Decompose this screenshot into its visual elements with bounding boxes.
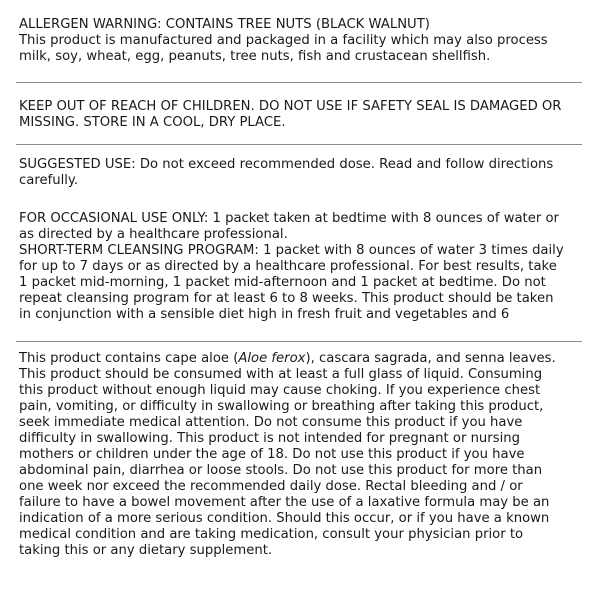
divider-1	[16, 82, 582, 83]
storage-warning-section	[19, 99, 594, 131]
divider-2	[16, 144, 582, 145]
product-info-body: This product should be consumed with at least a full glass of liquid. Consuming this product without enough liquid may cause choking. If you experience chest pain, vomiting, or difficulty in swallowing or breathing after taking this product, seek immediate medical attention. Do not consume this product if you have difficulty in swallowing. This product is not intended for pregnant or nursing mothers or children under the age of 18. Do not use this product if you have abdominal pain, diarrhea or loose stools. Do not use this product for more than one week nor exceed the recommended daily dose. Rectal bleeding and / or failure to have a bowel movement after the use of a laxative formula may be an indication of a more serious condition. Should this occur, or if you have a known medical condition and are taking medication, consult your physician prior to taking this or any dietary supplement.	[19, 367, 550, 558]
product-info-latin-name: Aloe ferox	[238, 351, 306, 366]
product-info-section	[19, 351, 594, 559]
allergen-warning-section	[19, 17, 594, 65]
directions-section	[19, 211, 594, 323]
suggested-use-text: SUGGESTED USE: Do not exceed recommended dose. Read and follow directions carefully.	[19, 157, 554, 188]
product-info-text	[19, 351, 594, 559]
suggested-use-section	[19, 157, 594, 189]
product-info-line1-post: ), cascara sagrada, and senna leaves.	[305, 351, 556, 366]
divider-3	[16, 341, 582, 342]
directions-text: FOR OCCASIONAL USE ONLY: 1 packet taken at bedtime with 8 ounces of water or as directed by a healthcare professional. SHORT-TERM CLEANSING PROGRAM: 1 packet with 8 ounces of water 3 times daily for up to 7 days or as directed by a healthcare professional. For best results, take 1 packet mid-morning, 1 packet mid-afternoon and 1 packet at bedtime. Do not repeat cleansing program for at least 6 to 8 weeks. This product should be taken in conjunction with a sensible diet high in fresh fruit and vegetables and 6	[19, 211, 564, 322]
allergen-warning-text: ALLERGEN WARNING: CONTAINS TREE NUTS (BLACK WALNUT) This product is manufactured and packaged in a facility which may also process milk, soy, wheat, egg, peanuts, tree nuts, fish and crustacean shellfish.	[19, 17, 548, 64]
storage-warning-text: KEEP OUT OF REACH OF CHILDREN. DO NOT USE IF SAFETY SEAL IS DAMAGED OR MISSING. STORE IN A COOL, DRY PLACE.	[19, 99, 562, 130]
product-info-line1-pre: This product contains cape aloe (	[19, 351, 239, 366]
